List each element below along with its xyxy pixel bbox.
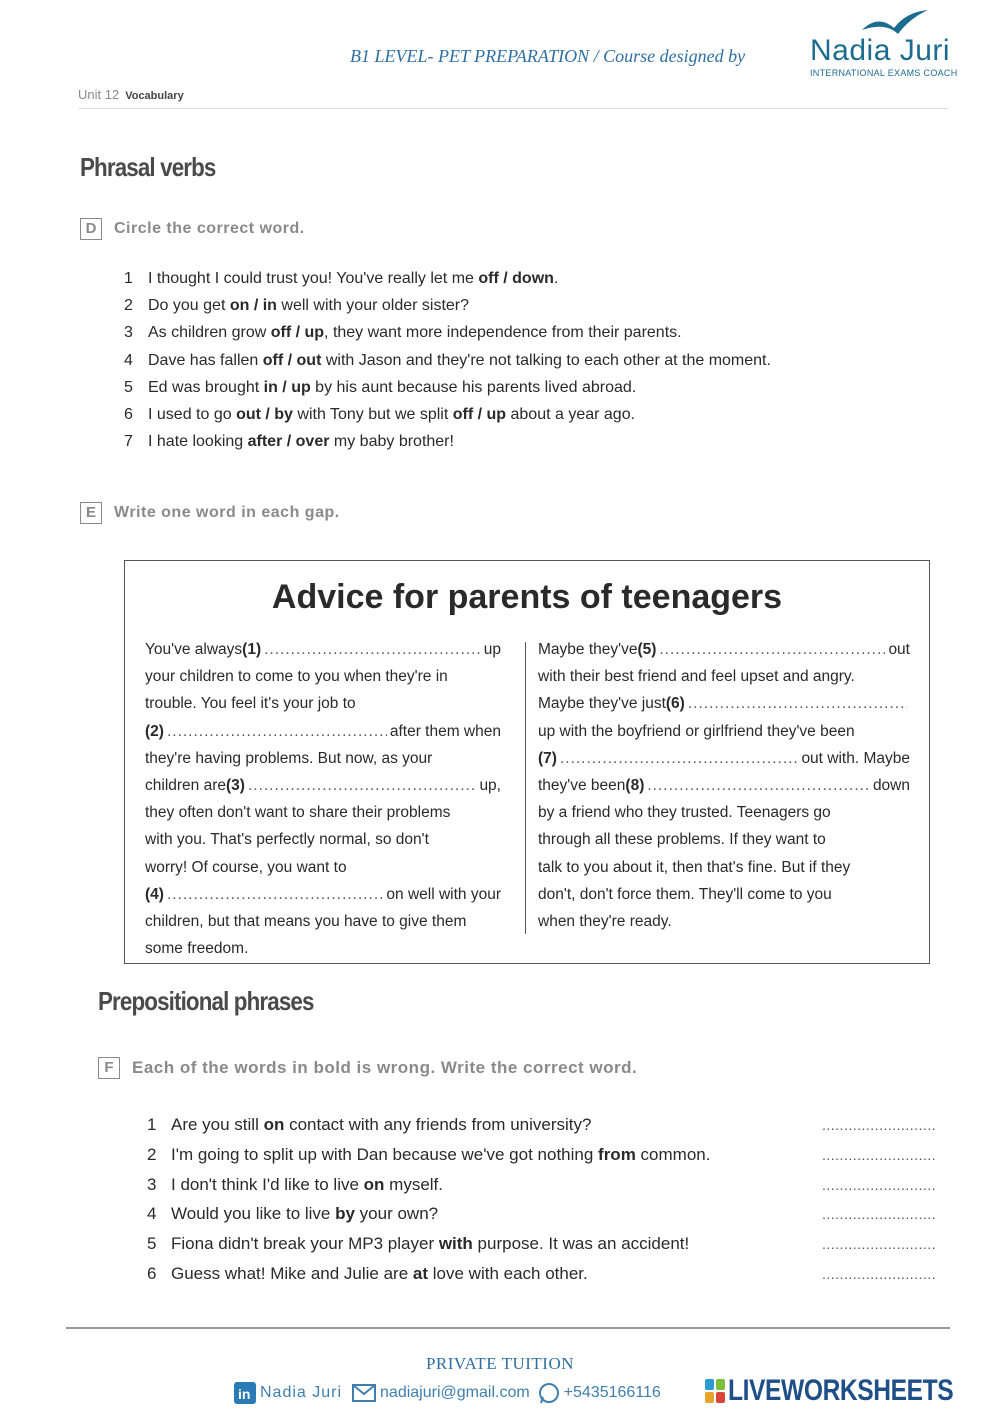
item-number: 5 bbox=[124, 378, 133, 396]
item-number: 5 bbox=[147, 1234, 157, 1254]
answer-blank[interactable] bbox=[822, 1147, 936, 1163]
exercise-f-header bbox=[98, 1057, 637, 1079]
option-word[interactable]: off bbox=[262, 351, 284, 369]
unit-section: Vocabulary bbox=[125, 90, 184, 102]
item-text: . bbox=[553, 270, 559, 287]
prepositional-phrases-title: Prepositional phrases bbox=[98, 986, 314, 1016]
item-number: 6 bbox=[147, 1264, 157, 1283]
item-text: Guess what! Mike and Julie are bbox=[171, 1264, 413, 1283]
option-word[interactable]: over bbox=[295, 433, 330, 451]
option-word[interactable]: up bbox=[486, 406, 507, 423]
article-right-column: Maybe they've (5) ..... out with their best friend and feel upset and angry. Maybe they've just (6) ..... up with the boyfriend or girlfriend they've been (7) ..... out with. Maybe they've been (8) ..... down by a friend who they trusted. Teenagers go through all these problems. If they want to talk to you about it, then that's fine. But if they don't, don't force them. They'll come to you when they're ready. bbox=[538, 636, 910, 935]
exercise-f-item bbox=[147, 1204, 438, 1224]
email-address[interactable]: nadiajuri@gmail.com bbox=[380, 1384, 530, 1401]
exercise-f-item bbox=[147, 1264, 588, 1284]
liveworksheets-logo bbox=[704, 1374, 1000, 1408]
item-text: I thought I could trust you! You've really let me bbox=[148, 270, 479, 287]
item-number: 1 bbox=[147, 1115, 157, 1134]
wrong-word: at bbox=[412, 1264, 429, 1283]
gap-2-blank[interactable] bbox=[167, 718, 387, 745]
option-separator: / bbox=[249, 297, 263, 315]
option-word[interactable]: off bbox=[270, 324, 292, 342]
header-divider bbox=[78, 108, 948, 109]
phrasal-verbs-title: Phrasal verbs bbox=[80, 152, 216, 182]
item-number: 4 bbox=[124, 351, 133, 369]
option-separator: / bbox=[283, 351, 297, 369]
option-word[interactable]: up bbox=[304, 324, 325, 342]
gap-7-number: (7) bbox=[538, 749, 557, 767]
exercise-e-header bbox=[80, 502, 340, 524]
brand-subtitle: INTERNATIONAL EXAMS COACH bbox=[810, 68, 958, 78]
item-text: I don't think I'd like to live bbox=[171, 1174, 364, 1194]
item-number: 4 bbox=[147, 1204, 157, 1224]
item-text: Fiona didn't break your MP3 player bbox=[171, 1234, 439, 1254]
wrong-word: by bbox=[335, 1204, 355, 1224]
gap-3-number: (3) bbox=[226, 777, 245, 795]
article-column-divider bbox=[525, 642, 526, 934]
gap-1-blank[interactable] bbox=[264, 636, 481, 663]
footer-divider bbox=[66, 1327, 950, 1329]
wrong-word: on bbox=[263, 1115, 285, 1134]
gap-1-number: (1) bbox=[242, 641, 262, 658]
exercise-f-item bbox=[147, 1175, 443, 1195]
gap-4-blank[interactable] bbox=[167, 881, 383, 908]
gap-7-blank[interactable] bbox=[560, 745, 798, 772]
item-text: contact with any friends from university? bbox=[284, 1115, 592, 1134]
phone-number[interactable]: +5435166116 bbox=[563, 1384, 661, 1401]
item-text: common. bbox=[635, 1144, 711, 1164]
gap-8-number: (8) bbox=[625, 777, 645, 795]
answer-blank[interactable] bbox=[822, 1117, 936, 1133]
gap-8-blank[interactable] bbox=[647, 772, 870, 799]
exercise-d-letter: D bbox=[80, 218, 102, 240]
article-title: Advice for parents of teenagers bbox=[271, 578, 783, 616]
course-caption: B1 LEVEL- PET PREPARATION / Course designed by bbox=[350, 46, 746, 66]
item-text: by his aunt because his parents lived abroad. bbox=[310, 378, 637, 396]
item-number: 3 bbox=[147, 1174, 157, 1194]
linkedin-icon bbox=[234, 1382, 256, 1404]
exercise-d-item bbox=[124, 352, 771, 370]
item-text: I hate looking bbox=[148, 433, 248, 451]
exercise-f-item bbox=[147, 1115, 591, 1135]
item-text: Do you get bbox=[148, 297, 230, 315]
unit-number: Unit 12 bbox=[78, 87, 120, 102]
option-word[interactable]: after bbox=[247, 433, 283, 451]
mail-icon bbox=[352, 1384, 376, 1402]
exercise-d-item bbox=[124, 433, 454, 451]
answer-blank[interactable] bbox=[822, 1177, 936, 1193]
gap-4-number: (4) bbox=[145, 885, 164, 903]
item-text: , they want more independence from their parents. bbox=[324, 324, 682, 342]
gap-6-number: (6) bbox=[665, 695, 685, 713]
private-tuition-label: PRIVATE TUITION bbox=[425, 1354, 575, 1373]
option-separator: / bbox=[291, 324, 305, 342]
answer-blank[interactable] bbox=[822, 1236, 936, 1252]
item-text: purpose. It was an accident! bbox=[472, 1234, 690, 1254]
option-word[interactable]: by bbox=[274, 406, 293, 423]
item-text: I used to go bbox=[148, 406, 237, 423]
item-text: with Tony but we split bbox=[292, 406, 453, 423]
item-text: about a year ago. bbox=[506, 406, 636, 423]
exercise-e-instruction: Write one word in each gap. bbox=[114, 504, 340, 521]
option-word[interactable]: up bbox=[291, 378, 311, 396]
exercise-d-item bbox=[124, 406, 635, 424]
item-number: 1 bbox=[124, 270, 133, 287]
item-number: 3 bbox=[124, 324, 133, 342]
unit-label bbox=[78, 87, 184, 102]
liveworksheets-brand: LIVEWORKSHEETS bbox=[728, 1374, 954, 1407]
gap-3-blank[interactable] bbox=[248, 772, 476, 799]
svg-text:in: in bbox=[238, 1386, 251, 1402]
gap-2-number: (2) bbox=[145, 722, 164, 740]
item-text: I'm going to split up with Dan because we've got nothing bbox=[171, 1144, 599, 1164]
footer-contacts bbox=[234, 1378, 661, 1408]
option-word[interactable]: on bbox=[229, 297, 250, 315]
brand-name: Nadia Juri bbox=[810, 34, 951, 67]
item-text: As children grow bbox=[148, 324, 271, 342]
exercise-e-letter: E bbox=[80, 502, 102, 524]
exercise-f-item bbox=[147, 1145, 710, 1165]
exercise-f-item bbox=[147, 1234, 689, 1254]
item-text: my baby brother! bbox=[329, 433, 454, 451]
option-word[interactable]: off bbox=[452, 406, 474, 423]
item-text: Dave has fallen bbox=[148, 351, 263, 369]
item-text: myself. bbox=[384, 1174, 443, 1194]
item-text: Would you like to live bbox=[171, 1204, 336, 1224]
option-separator: / bbox=[260, 406, 275, 423]
item-number: 6 bbox=[124, 406, 133, 423]
item-text: well with your older sister? bbox=[276, 297, 470, 315]
option-separator: / bbox=[277, 378, 292, 396]
item-text: with Jason and they're not talking to each other at the moment. bbox=[321, 351, 771, 369]
option-word[interactable]: in bbox=[263, 378, 278, 396]
item-text: Are you still bbox=[171, 1115, 264, 1134]
option-separator: / bbox=[473, 406, 487, 423]
item-text: your own? bbox=[354, 1204, 439, 1224]
exercise-d-header bbox=[80, 218, 305, 240]
answer-blank[interactable] bbox=[822, 1206, 936, 1222]
whatsapp-icon bbox=[538, 1382, 560, 1404]
item-text: love with each other. bbox=[428, 1264, 588, 1283]
exercise-d-item bbox=[124, 270, 558, 288]
exercise-f-instruction: Each of the words in bold is wrong. Write the correct word. bbox=[132, 1058, 638, 1077]
option-separator: / bbox=[498, 270, 513, 287]
linkedin-name[interactable]: Nadia Juri bbox=[260, 1384, 343, 1401]
wrong-word: with bbox=[438, 1234, 473, 1254]
item-text: Ed was brought bbox=[148, 378, 264, 396]
exercise-d-item bbox=[124, 297, 469, 315]
gap-5-blank[interactable] bbox=[659, 636, 885, 663]
item-number: 2 bbox=[147, 1144, 157, 1164]
option-separator: / bbox=[282, 433, 296, 451]
gap-5-number: (5) bbox=[637, 641, 657, 658]
exercise-f-letter: F bbox=[98, 1057, 120, 1079]
exercise-d-item bbox=[124, 324, 682, 342]
liveworksheets-logo-icon bbox=[704, 1377, 726, 1405]
answer-blank[interactable] bbox=[822, 1266, 936, 1282]
item-number: 2 bbox=[124, 297, 133, 315]
article-left-column: You've always (1) ..... up your children to come to you when they're in trouble. You feel it's your job to (2) ..... after them when they're having problems. But now, as your children are (3) ..... up, they often don't want to share their problems with you. That's perfectly normal, so don't worry! Of course, you want to (4) ..... on well with your children, but that means you have to give them some freedom. bbox=[145, 636, 501, 962]
wrong-word: from bbox=[598, 1144, 636, 1164]
exercise-d-item bbox=[124, 379, 636, 397]
exercise-d-instruction: Circle the correct word. bbox=[114, 220, 305, 237]
option-word[interactable]: off bbox=[478, 270, 499, 287]
item-number: 7 bbox=[124, 433, 133, 451]
option-word[interactable]: down bbox=[512, 270, 554, 287]
option-word[interactable]: in bbox=[262, 297, 277, 315]
option-word[interactable]: out bbox=[296, 351, 322, 369]
wrong-word: on bbox=[363, 1174, 385, 1194]
option-word[interactable]: out bbox=[236, 406, 261, 423]
gap-6-blank[interactable] bbox=[688, 690, 907, 717]
